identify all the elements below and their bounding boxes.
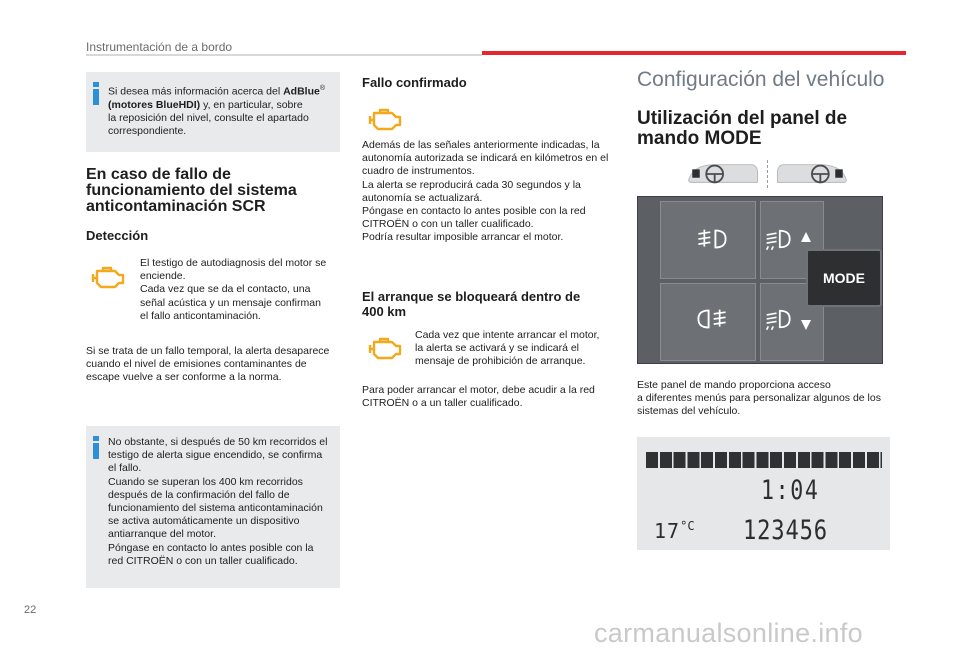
engine-warning-icon [366, 336, 404, 362]
temporal-fault-text: Si se trata de un fallo temporal, la alerta desaparece cuando el nivel de emisiones contaminantes de escape vuelve a ser conforme a la norma. [86, 345, 330, 384]
info-icon [93, 82, 99, 105]
info-line: (motores BlueHDI) y, en particular, sobre [108, 98, 303, 111]
section-title-mode-panel: Utilización del panel de mando MODE [637, 108, 848, 149]
front-fog-light-button[interactable] [660, 283, 756, 361]
lcd-dot-matrix-row [646, 452, 882, 468]
mode-button[interactable]: MODE [806, 249, 882, 307]
engine-warning-icon [366, 107, 404, 133]
arranque-instrucciones-text: Para poder arrancar el motor, debe acudir a la red CITROËN o a un taller cualificado. [362, 384, 595, 410]
info-line: Si desea más información acerca del AdBlue® [108, 85, 326, 98]
subtitle-deteccion: Detección [86, 228, 149, 243]
lcd-temperature: $17^{^\circ C}$ [654, 519, 695, 543]
lcd-odometer: 123456 [743, 515, 828, 546]
headlight-beam-icon [765, 226, 793, 252]
lcd-time: 1:04 [761, 475, 820, 506]
fog-light-icon [695, 226, 729, 252]
arrow-up-icon [801, 232, 811, 242]
engine-warning-icon [89, 265, 127, 291]
headlight-beam-icon [765, 306, 793, 332]
info-box-antiarranque: No obstante, si después de 50 km recorridos el testigo de alerta sigue encendido, se confirma el fallo. Cuando se superan los 400 km recorridos después de la confirmación del fallo de funcionamiento del sistema anticontaminación se activa automáticamente un dispositivo antiarranque del motor. Póngase en contacto lo antes posible con la red CITROËN o con un taller cualificado. [86, 426, 340, 588]
fog-light-icon [695, 306, 729, 332]
watermark-text: carmanualsonline.info [594, 618, 863, 648]
arranque-bloqueado-text: Cada vez que intente arrancar el motor, la alerta se activará y se indicará el mensaje de prohibición de arranque. [415, 329, 600, 368]
page-header-title: Instrumentación de a bordo [86, 40, 233, 54]
header-accent-bar [482, 51, 906, 55]
section-title-scr-fault: En caso de fallo de funcionamiento del sistema anticontaminación SCR [86, 166, 297, 215]
arrow-down-icon [801, 320, 811, 330]
info-line: correspondiente. [108, 125, 187, 138]
info-icon [93, 436, 99, 459]
fallo-confirmado-text: Además de las señales anteriormente indicadas, la autonomía autorizada se indicará en kilómetros en el cuadro de instrumentos. La alerta se reproducirá cada 30 segundos y la autonomía se actualizará. Póngase en contacto lo antes posible con la red CITROËN o con un taller cualificado. Podría resultar imposible arrancar el motor. [362, 139, 609, 244]
mode-panel-description: Este panel de mando proporciona acceso a diferentes menús para personalizar algunos de los sistemas del vehículo. [637, 379, 881, 418]
diagram-divider [767, 160, 768, 188]
chapter-title: Configuración del vehículo [637, 68, 885, 91]
steering-wheel-right-diagram [772, 160, 850, 188]
steering-wheel-left-diagram [685, 160, 763, 188]
instrument-lcd-display [637, 437, 890, 550]
deteccion-text: El testigo de autodiagnosis del motor se enciende. Cada vez que se da el contacto, una señal acústica y un mensaje confirman el fallo anticontaminación. [140, 257, 327, 322]
subtitle-fallo-confirmado: Fallo confirmado [362, 75, 467, 90]
header-divider [86, 54, 482, 56]
page-number: 22 [24, 604, 37, 616]
subtitle-arranque-bloqueado: El arranque se bloqueará dentro de 400 km [362, 289, 581, 319]
info-line: la reposición del nivel, consulte el apartado [108, 111, 309, 124]
info-box-adblue [86, 72, 340, 152]
rear-fog-light-button[interactable] [660, 201, 756, 279]
